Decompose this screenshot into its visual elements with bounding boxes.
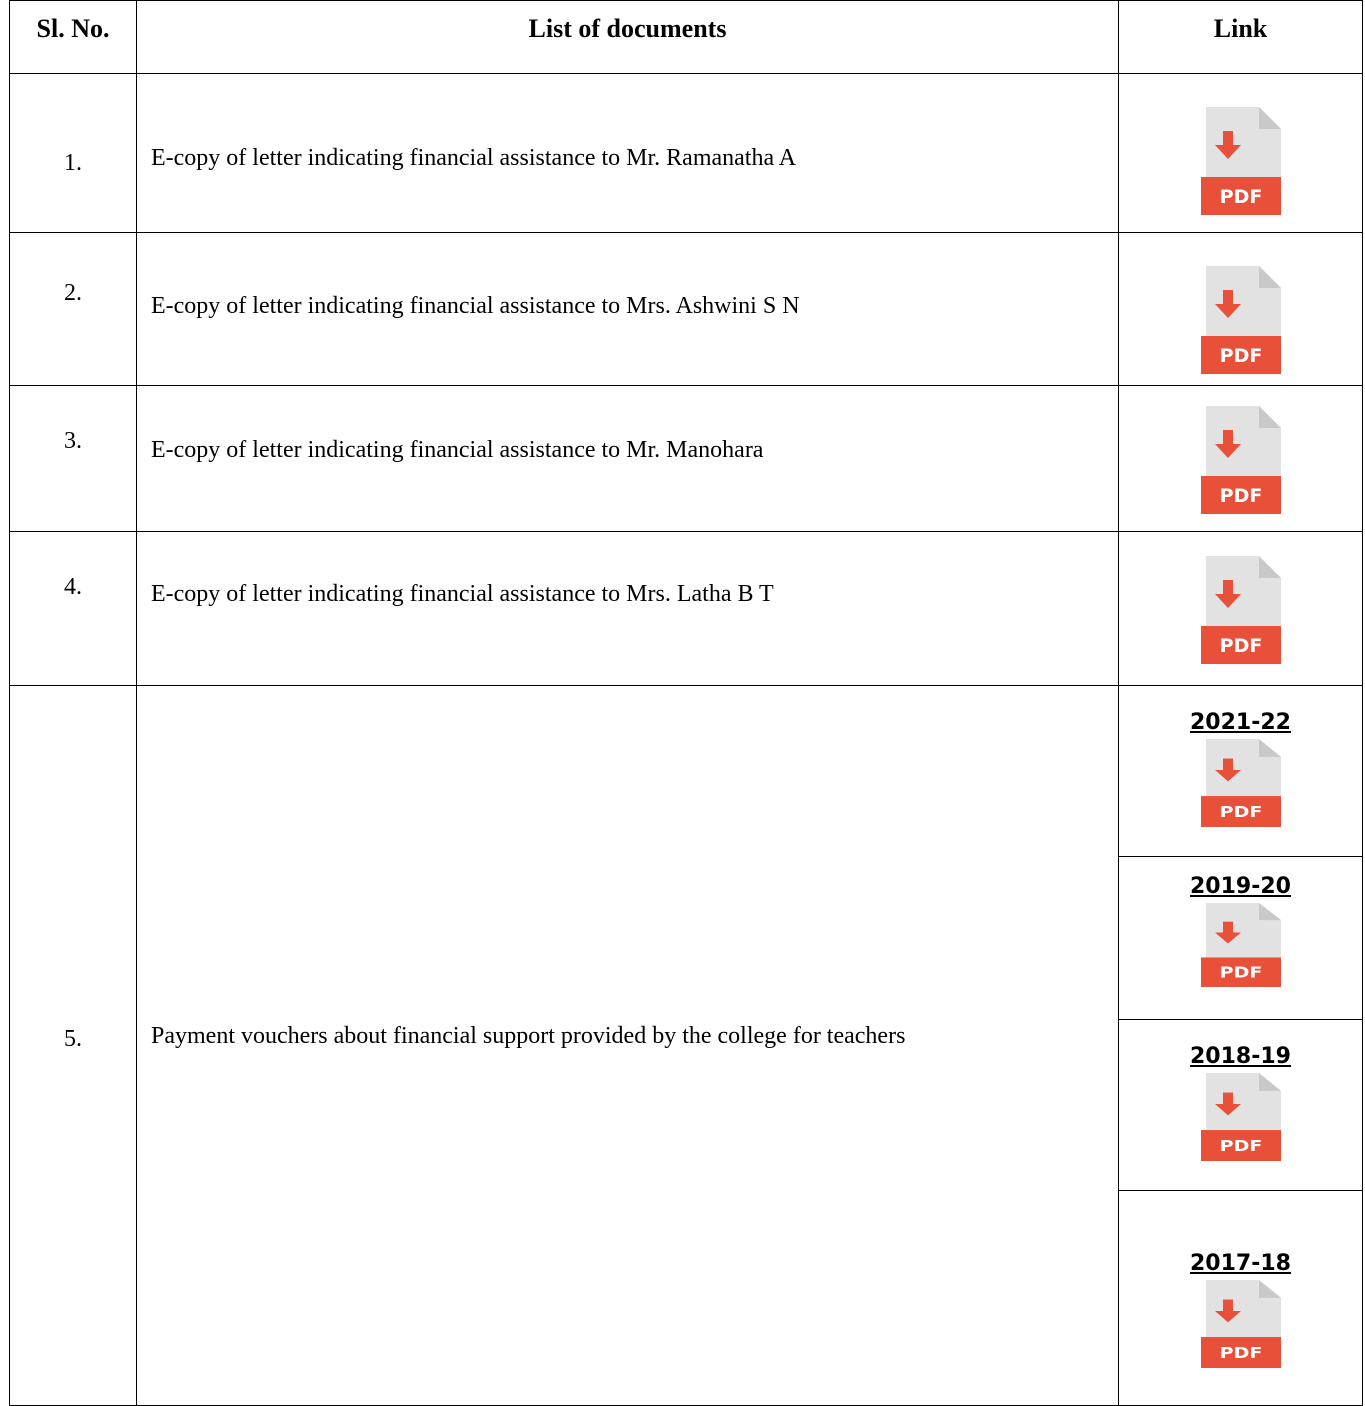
header-link: Link <box>1119 1 1363 74</box>
row-description: E-copy of letter indicating financial assistance to Mrs. Ashwini S N <box>137 233 1119 386</box>
pdf-download-icon <box>1201 1073 1281 1161</box>
pdf-download-link[interactable] <box>1201 556 1281 664</box>
table-row <box>10 686 1363 1406</box>
row-serial-number: 3. <box>10 386 137 532</box>
year-link-2019-20[interactable]: 2019-20 <box>1190 874 1291 899</box>
pdf-download-icon <box>1201 903 1281 987</box>
pdf-download-icon <box>1201 107 1281 215</box>
table-header-row <box>10 1 1363 74</box>
pdf-download-link[interactable] <box>1201 739 1281 827</box>
pdf-download-icon <box>1201 556 1281 664</box>
row-link-cell <box>1119 74 1363 233</box>
row-serial-number: 4. <box>10 532 137 686</box>
pdf-download-link[interactable] <box>1201 107 1281 215</box>
pdf-icon-label: PDF <box>1219 485 1262 507</box>
pdf-download-link[interactable] <box>1201 406 1281 514</box>
table-row <box>10 233 1363 386</box>
pdf-icon-label: PDF <box>1219 345 1262 367</box>
documents-table <box>9 0 1363 1406</box>
pdf-download-link[interactable] <box>1201 266 1281 374</box>
pdf-icon-label: PDF <box>1219 635 1262 657</box>
pdf-download-icon <box>1201 1280 1281 1368</box>
pdf-download-link[interactable] <box>1201 1280 1281 1368</box>
pdf-download-link[interactable] <box>1201 903 1281 987</box>
row-description: E-copy of letter indicating financial assistance to Mrs. Latha B T <box>137 532 1119 686</box>
row-link-cell <box>1119 532 1363 686</box>
row-description: E-copy of letter indicating financial assistance to Mr. Ramanatha A <box>137 74 1119 233</box>
row-description: Payment vouchers about financial support provided by the college for teachers <box>137 686 1119 1406</box>
row-serial-number: 2. <box>10 233 137 386</box>
table-row <box>10 74 1363 233</box>
pdf-download-link[interactable] <box>1201 1073 1281 1161</box>
pdf-icon-label: PDF <box>1219 1137 1262 1156</box>
row-link-cell <box>1119 233 1363 386</box>
year-link-cell <box>1119 686 1362 857</box>
year-link-2017-18[interactable]: 2017-18 <box>1190 1251 1291 1276</box>
year-link-cell <box>1119 857 1362 1020</box>
table-row <box>10 386 1363 532</box>
pdf-download-icon <box>1201 739 1281 827</box>
header-sl-no: Sl. No. <box>10 1 137 74</box>
year-link-cell <box>1119 1191 1362 1405</box>
table-row <box>10 532 1363 686</box>
pdf-download-icon <box>1201 406 1281 514</box>
year-link-cell <box>1119 1020 1362 1191</box>
row-link-cell <box>1119 386 1363 532</box>
pdf-download-icon <box>1201 266 1281 374</box>
row-description: E-copy of letter indicating financial assistance to Mr. Manohara <box>137 386 1119 532</box>
row-link-cell <box>1119 686 1363 1406</box>
pdf-icon-label: PDF <box>1219 186 1262 208</box>
row-serial-number: 5. <box>10 686 137 1406</box>
year-link-2021-22[interactable]: 2021-22 <box>1190 710 1291 735</box>
row-serial-number: 1. <box>10 74 137 233</box>
header-list-of-documents: List of documents <box>137 1 1119 74</box>
pdf-icon-label: PDF <box>1219 803 1262 822</box>
pdf-icon-label: PDF <box>1219 964 1262 983</box>
year-link-2018-19[interactable]: 2018-19 <box>1190 1044 1291 1069</box>
pdf-icon-label: PDF <box>1219 1344 1262 1363</box>
